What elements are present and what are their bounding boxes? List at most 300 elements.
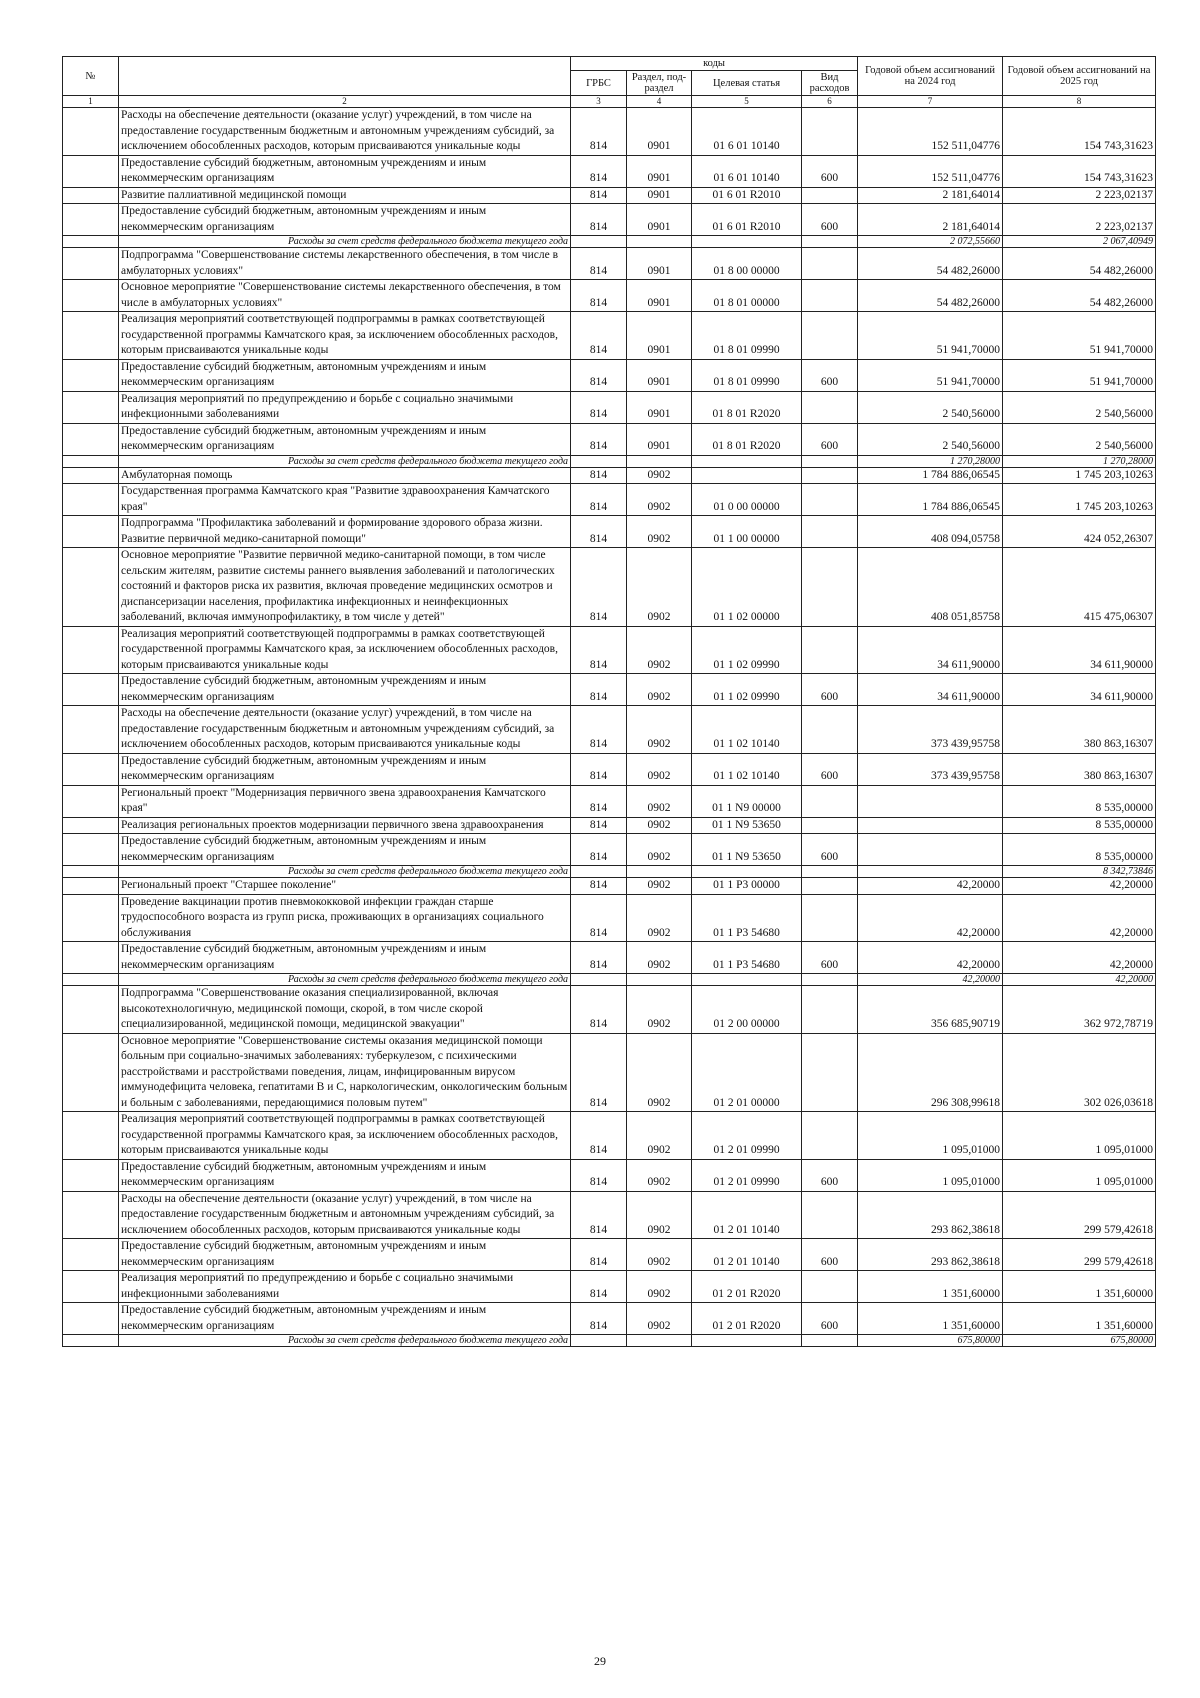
- cell-kind: [802, 548, 858, 627]
- cell-kind: 600: [802, 359, 858, 391]
- cell-2025: 2 540,56000: [1003, 391, 1156, 423]
- cell-num: [63, 455, 119, 467]
- cell-section: 0902: [627, 1033, 692, 1112]
- cell-target: 01 1 P3 00000: [692, 878, 802, 895]
- cell-kind: [802, 817, 858, 834]
- cell-target: [692, 467, 802, 484]
- cell-section: [627, 236, 692, 248]
- cell-grbs: 814: [571, 878, 627, 895]
- cell-kind: 600: [802, 204, 858, 236]
- cell-2024: 408 051,85758: [858, 548, 1003, 627]
- cell-name: Расходы за счет средств федерального бюджета текущего года: [119, 866, 571, 878]
- cell-2025: 675,80000: [1003, 1335, 1156, 1347]
- cell-section: 0902: [627, 1239, 692, 1271]
- table-row: [63, 204, 1156, 236]
- cell-section: 0901: [627, 108, 692, 156]
- cell-kind: 600: [802, 155, 858, 187]
- cell-grbs: 814: [571, 1159, 627, 1191]
- cell-num: [63, 1112, 119, 1160]
- cell-2025: 2 540,56000: [1003, 423, 1156, 455]
- cell-grbs: 814: [571, 248, 627, 280]
- cell-2025: 2 223,02137: [1003, 204, 1156, 236]
- cell-kind: 600: [802, 1159, 858, 1191]
- cell-num: [63, 155, 119, 187]
- cell-2025: 1 745 203,10263: [1003, 467, 1156, 484]
- cell-2024: 2 181,64014: [858, 187, 1003, 204]
- table-row: [63, 484, 1156, 516]
- cell-grbs: 814: [571, 986, 627, 1034]
- cell-grbs: 814: [571, 108, 627, 156]
- cell-name: Проведение вакцинации против пневмококковой инфекции граждан старше трудоспособного возраста из групп риска, проживающих в организациях социального обслуживания: [119, 894, 571, 942]
- cell-2024: 293 862,38618: [858, 1191, 1003, 1239]
- federal-budget-row: [63, 974, 1156, 986]
- cell-grbs: 814: [571, 391, 627, 423]
- cell-grbs: 814: [571, 1239, 627, 1271]
- table-row: [63, 1159, 1156, 1191]
- cell-section: 0901: [627, 312, 692, 360]
- cell-2025: 415 475,06307: [1003, 548, 1156, 627]
- cell-name: Предоставление субсидий бюджетным, автономным учреждениям и иным некоммерческим организациям: [119, 155, 571, 187]
- cell-target: 01 8 01 09990: [692, 359, 802, 391]
- cell-section: 0902: [627, 986, 692, 1034]
- table-row: [63, 894, 1156, 942]
- cell-2025: 154 743,31623: [1003, 108, 1156, 156]
- cell-2024: 1 784 886,06545: [858, 484, 1003, 516]
- cell-target: 01 6 01 10140: [692, 155, 802, 187]
- cell-kind: [802, 248, 858, 280]
- cell-num: [63, 1191, 119, 1239]
- cell-2024: [858, 834, 1003, 866]
- cell-name: Основное мероприятие "Развитие первичной медико-санитарной помощи, в том числе сельским жителям, развитие системы раннего выявления заболеваний и патологических состояний и факторов риска их развития, включая проведение медицинских осмотров и диспансеризации населения, профилактика инфекционных и неинфекционных заболеваний, включая иммунопрофилактику, в том числе у детей": [119, 548, 571, 627]
- header-2025: Годовой объем ассигнований на 2025 год: [1003, 57, 1156, 96]
- cell-name: Предоставление субсидий бюджетным, автономным учреждениям и иным некоммерческим организациям: [119, 1303, 571, 1335]
- cell-section: [627, 1335, 692, 1347]
- cell-num: [63, 753, 119, 785]
- cell-num: [63, 423, 119, 455]
- cell-target: 01 2 01 09990: [692, 1159, 802, 1191]
- table-row: [63, 155, 1156, 187]
- cell-2024: [858, 785, 1003, 817]
- cell-2024: 51 941,70000: [858, 312, 1003, 360]
- cell-2025: 1 095,01000: [1003, 1112, 1156, 1160]
- cell-target: 01 1 P3 54680: [692, 894, 802, 942]
- table-row: [63, 626, 1156, 674]
- cell-num: [63, 467, 119, 484]
- table-row: [63, 1112, 1156, 1160]
- cell-num: [63, 942, 119, 974]
- cell-2024: 54 482,26000: [858, 248, 1003, 280]
- cell-2024: 34 611,90000: [858, 674, 1003, 706]
- column-number: 5: [692, 96, 802, 108]
- cell-2025: 34 611,90000: [1003, 674, 1156, 706]
- column-number: 2: [119, 96, 571, 108]
- cell-target: [692, 1335, 802, 1347]
- cell-name: Предоставление субсидий бюджетным, автономным учреждениям и иным некоммерческим организациям: [119, 1159, 571, 1191]
- header-codes: коды: [571, 57, 858, 71]
- cell-section: 0902: [627, 548, 692, 627]
- column-number: 1: [63, 96, 119, 108]
- cell-2025: 154 743,31623: [1003, 155, 1156, 187]
- cell-grbs: 814: [571, 894, 627, 942]
- table-row: [63, 785, 1156, 817]
- cell-grbs: 814: [571, 1033, 627, 1112]
- cell-2025: 380 863,16307: [1003, 706, 1156, 754]
- cell-target: 01 1 02 10140: [692, 753, 802, 785]
- cell-num: [63, 626, 119, 674]
- cell-grbs: [571, 236, 627, 248]
- cell-num: [63, 359, 119, 391]
- cell-kind: [802, 108, 858, 156]
- cell-name: Подпрограмма "Совершенствование системы лекарственного обеспечения, в том числе в амбулаторных условиях": [119, 248, 571, 280]
- cell-section: 0902: [627, 753, 692, 785]
- cell-target: 01 8 01 R2020: [692, 423, 802, 455]
- cell-kind: [802, 1335, 858, 1347]
- cell-name: Расходы на обеспечение деятельности (оказание услуг) учреждений, в том числе на предоставление государственным бюджетным и автономным учреждениям субсидий, за исключением обособленных расходов, которым присваиваются уникальные коды: [119, 108, 571, 156]
- cell-grbs: 814: [571, 423, 627, 455]
- cell-num: [63, 236, 119, 248]
- cell-2024: 296 308,99618: [858, 1033, 1003, 1112]
- cell-target: 01 8 01 09990: [692, 312, 802, 360]
- cell-2025: 34 611,90000: [1003, 626, 1156, 674]
- cell-num: [63, 1033, 119, 1112]
- cell-target: 01 2 01 R2020: [692, 1271, 802, 1303]
- cell-2025: 1 351,60000: [1003, 1303, 1156, 1335]
- cell-2025: 1 270,28000: [1003, 455, 1156, 467]
- cell-2025: 362 972,78719: [1003, 986, 1156, 1034]
- cell-2024: 42,20000: [858, 894, 1003, 942]
- cell-2024: 2 540,56000: [858, 391, 1003, 423]
- cell-num: [63, 108, 119, 156]
- cell-num: [63, 204, 119, 236]
- cell-kind: [802, 878, 858, 895]
- cell-num: [63, 516, 119, 548]
- cell-target: 01 1 02 09990: [692, 626, 802, 674]
- cell-section: [627, 455, 692, 467]
- cell-2024: 54 482,26000: [858, 280, 1003, 312]
- cell-section: 0902: [627, 626, 692, 674]
- cell-target: 01 2 01 10140: [692, 1191, 802, 1239]
- cell-section: 0901: [627, 280, 692, 312]
- cell-2025: 299 579,42618: [1003, 1191, 1156, 1239]
- cell-name: Реализация региональных проектов модернизации первичного звена здравоохранения: [119, 817, 571, 834]
- table-row: [63, 706, 1156, 754]
- cell-2025: 8 342,73846: [1003, 866, 1156, 878]
- cell-section: 0901: [627, 155, 692, 187]
- cell-num: [63, 817, 119, 834]
- cell-kind: [802, 236, 858, 248]
- cell-target: 01 1 00 00000: [692, 516, 802, 548]
- cell-kind: [802, 974, 858, 986]
- cell-section: 0901: [627, 359, 692, 391]
- cell-grbs: 814: [571, 280, 627, 312]
- cell-2025: 299 579,42618: [1003, 1239, 1156, 1271]
- cell-name: Расходы за счет средств федерального бюджета текущего года: [119, 236, 571, 248]
- cell-num: [63, 1335, 119, 1347]
- budget-table: [62, 56, 1156, 1347]
- cell-target: 01 0 00 00000: [692, 484, 802, 516]
- cell-target: 01 1 N9 00000: [692, 785, 802, 817]
- cell-kind: [802, 312, 858, 360]
- cell-grbs: 814: [571, 626, 627, 674]
- cell-name: Предоставление субсидий бюджетным, автономным учреждениям и иным некоммерческим организациям: [119, 834, 571, 866]
- cell-section: 0902: [627, 1271, 692, 1303]
- cell-grbs: 814: [571, 753, 627, 785]
- table-row: [63, 423, 1156, 455]
- cell-kind: [802, 866, 858, 878]
- column-number: 4: [627, 96, 692, 108]
- cell-target: 01 2 00 00000: [692, 986, 802, 1034]
- cell-kind: [802, 1271, 858, 1303]
- cell-kind: [802, 986, 858, 1034]
- cell-kind: [802, 785, 858, 817]
- cell-section: 0901: [627, 204, 692, 236]
- cell-grbs: 814: [571, 817, 627, 834]
- table-row: [63, 753, 1156, 785]
- cell-section: 0902: [627, 674, 692, 706]
- column-number: 8: [1003, 96, 1156, 108]
- cell-name: Развитие паллиативной медицинской помощи: [119, 187, 571, 204]
- cell-section: [627, 974, 692, 986]
- cell-section: 0902: [627, 1191, 692, 1239]
- cell-section: 0902: [627, 516, 692, 548]
- cell-2024: 2 072,55660: [858, 236, 1003, 248]
- cell-2025: 42,20000: [1003, 942, 1156, 974]
- cell-2025: 424 052,26307: [1003, 516, 1156, 548]
- cell-name: Предоставление субсидий бюджетным, автономным учреждениям и иным некоммерческим организациям: [119, 359, 571, 391]
- table-row: [63, 878, 1156, 895]
- cell-grbs: 814: [571, 312, 627, 360]
- cell-kind: [802, 280, 858, 312]
- header-target: Целевая статья: [692, 71, 802, 96]
- cell-section: 0902: [627, 1159, 692, 1191]
- cell-grbs: 814: [571, 155, 627, 187]
- table-row: [63, 467, 1156, 484]
- table-row: [63, 942, 1156, 974]
- cell-2024: 152 511,04776: [858, 155, 1003, 187]
- header-num: №: [63, 57, 119, 96]
- cell-target: 01 8 01 R2020: [692, 391, 802, 423]
- cell-grbs: 814: [571, 516, 627, 548]
- cell-name: Региональный проект "Старшее поколение": [119, 878, 571, 895]
- cell-grbs: [571, 866, 627, 878]
- cell-2024: 293 862,38618: [858, 1239, 1003, 1271]
- table-row: [63, 986, 1156, 1034]
- cell-section: 0902: [627, 484, 692, 516]
- cell-grbs: 814: [571, 942, 627, 974]
- cell-2024: 1 270,28000: [858, 455, 1003, 467]
- cell-grbs: 814: [571, 484, 627, 516]
- cell-num: [63, 834, 119, 866]
- cell-grbs: 814: [571, 467, 627, 484]
- cell-kind: 600: [802, 423, 858, 455]
- cell-name: Реализация мероприятий соответствующей подпрограммы в рамках соответствующей государственной программы Камчатского края, за исключением обособленных расходов, которым присваиваются уникальные коды: [119, 312, 571, 360]
- cell-2025: 42,20000: [1003, 974, 1156, 986]
- cell-section: 0901: [627, 391, 692, 423]
- cell-target: [692, 974, 802, 986]
- cell-section: 0902: [627, 817, 692, 834]
- cell-2024: 42,20000: [858, 974, 1003, 986]
- cell-2024: 1 351,60000: [858, 1303, 1003, 1335]
- cell-name: Основное мероприятие "Совершенствование системы оказания медицинской помощи больным при социально-значимых заболеваниях: туберкулезом, с психическими расстройствами и расстройствами поведения, лицам, инфицированным вирусом иммунодефицита человека, гепатитами В и С, наркологическим, онкологическим больным и больным с заболеваниями, передающимися половым путем": [119, 1033, 571, 1112]
- cell-section: 0901: [627, 248, 692, 280]
- cell-kind: [802, 484, 858, 516]
- cell-grbs: 814: [571, 204, 627, 236]
- cell-name: Реализация мероприятий по предупреждению и борьбе с социально значимыми инфекционными заболеваниями: [119, 1271, 571, 1303]
- table-row: [63, 359, 1156, 391]
- cell-num: [63, 974, 119, 986]
- table-row: [63, 1239, 1156, 1271]
- cell-2025: 8 535,00000: [1003, 817, 1156, 834]
- cell-kind: [802, 516, 858, 548]
- cell-2024: 356 685,90719: [858, 986, 1003, 1034]
- cell-kind: 600: [802, 942, 858, 974]
- cell-2024: 373 439,95758: [858, 753, 1003, 785]
- table-row: [63, 1271, 1156, 1303]
- cell-num: [63, 187, 119, 204]
- table-row: [63, 1033, 1156, 1112]
- federal-budget-row: [63, 866, 1156, 878]
- cell-2024: 42,20000: [858, 942, 1003, 974]
- cell-target: 01 1 02 00000: [692, 548, 802, 627]
- cell-2025: 8 535,00000: [1003, 785, 1156, 817]
- cell-2024: 675,80000: [858, 1335, 1003, 1347]
- cell-num: [63, 280, 119, 312]
- header-grbs: ГРБС: [571, 71, 627, 96]
- cell-2024: 51 941,70000: [858, 359, 1003, 391]
- cell-name: Реализация мероприятий по предупреждению и борьбе с социально значимыми инфекционными заболеваниями: [119, 391, 571, 423]
- cell-2025: 42,20000: [1003, 894, 1156, 942]
- cell-num: [63, 674, 119, 706]
- cell-kind: [802, 1191, 858, 1239]
- cell-grbs: [571, 1335, 627, 1347]
- federal-budget-row: [63, 455, 1156, 467]
- cell-target: 01 6 01 R2010: [692, 187, 802, 204]
- cell-name: Государственная программа Камчатского края "Развитие здравоохранения Камчатского края": [119, 484, 571, 516]
- cell-num: [63, 484, 119, 516]
- cell-kind: [802, 894, 858, 942]
- cell-grbs: 814: [571, 1271, 627, 1303]
- cell-kind: 600: [802, 834, 858, 866]
- cell-target: 01 2 01 00000: [692, 1033, 802, 1112]
- header-section: Раздел, под-раздел: [627, 71, 692, 96]
- cell-name: Предоставление субсидий бюджетным, автономным учреждениям и иным некоммерческим организациям: [119, 942, 571, 974]
- cell-num: [63, 785, 119, 817]
- cell-target: [692, 455, 802, 467]
- cell-section: 0902: [627, 1112, 692, 1160]
- table-row: [63, 817, 1156, 834]
- cell-2024: 1 784 886,06545: [858, 467, 1003, 484]
- cell-2025: 1 095,01000: [1003, 1159, 1156, 1191]
- cell-name: Расходы за счет средств федерального бюджета текущего года: [119, 1335, 571, 1347]
- cell-num: [63, 1303, 119, 1335]
- cell-kind: [802, 706, 858, 754]
- cell-name: Подпрограмма "Совершенствование оказания специализированной, включая высокотехнологичную, медицинской помощи, скорой, в том числе скорой специализированной, медицинской помощи, медицинской эвакуации": [119, 986, 571, 1034]
- cell-grbs: 814: [571, 674, 627, 706]
- cell-num: [63, 1159, 119, 1191]
- cell-2025: 380 863,16307: [1003, 753, 1156, 785]
- cell-2024: 1 351,60000: [858, 1271, 1003, 1303]
- cell-num: [63, 391, 119, 423]
- column-numbers-row: [63, 96, 1156, 108]
- cell-target: 01 1 N9 53650: [692, 834, 802, 866]
- cell-2025: 2 067,40949: [1003, 236, 1156, 248]
- table-row: [63, 248, 1156, 280]
- cell-grbs: 814: [571, 1303, 627, 1335]
- cell-target: 01 6 01 10140: [692, 108, 802, 156]
- cell-2024: [858, 866, 1003, 878]
- cell-section: 0901: [627, 187, 692, 204]
- cell-2025: 54 482,26000: [1003, 248, 1156, 280]
- cell-name: Основное мероприятие "Совершенствование системы лекарственного обеспечения, в том числе в амбулаторных условиях": [119, 280, 571, 312]
- cell-target: 01 2 01 R2020: [692, 1303, 802, 1335]
- cell-name: Расходы за счет средств федерального бюджета текущего года: [119, 455, 571, 467]
- cell-section: 0901: [627, 423, 692, 455]
- column-number: 6: [802, 96, 858, 108]
- cell-target: 01 6 01 R2010: [692, 204, 802, 236]
- cell-num: [63, 248, 119, 280]
- table-row: [63, 312, 1156, 360]
- cell-name: Подпрограмма "Профилактика заболеваний и формирование здорового образа жизни. Развитие первичной медико-санитарной помощи": [119, 516, 571, 548]
- cell-target: 01 8 01 00000: [692, 280, 802, 312]
- cell-2025: 42,20000: [1003, 878, 1156, 895]
- cell-num: [63, 1239, 119, 1271]
- table-row: [63, 834, 1156, 866]
- header-kind: Вид расходов: [802, 71, 858, 96]
- cell-section: 0902: [627, 942, 692, 974]
- cell-kind: [802, 1112, 858, 1160]
- cell-target: 01 1 P3 54680: [692, 942, 802, 974]
- cell-name: Предоставление субсидий бюджетным, автономным учреждениям и иным некоммерческим организациям: [119, 204, 571, 236]
- header-name: [119, 57, 571, 96]
- cell-2024: 34 611,90000: [858, 626, 1003, 674]
- cell-kind: [802, 455, 858, 467]
- cell-2024: 1 095,01000: [858, 1159, 1003, 1191]
- cell-target: 01 1 02 10140: [692, 706, 802, 754]
- cell-name: Расходы на обеспечение деятельности (оказание услуг) учреждений, в том числе на предоставление государственным бюджетным и автономным учреждениям субсидий, за исключением обособленных расходов, которым присваиваются уникальные коды: [119, 1191, 571, 1239]
- cell-num: [63, 866, 119, 878]
- cell-name: Расходы на обеспечение деятельности (оказание услуг) учреждений, в том числе на предоставление государственным бюджетным и автономным учреждениям субсидий, за исключением обособленных расходов, которым присваиваются уникальные коды: [119, 706, 571, 754]
- cell-section: 0902: [627, 894, 692, 942]
- cell-2025: 1 745 203,10263: [1003, 484, 1156, 516]
- cell-2024: 2 540,56000: [858, 423, 1003, 455]
- cell-num: [63, 878, 119, 895]
- cell-2024: 373 439,95758: [858, 706, 1003, 754]
- cell-grbs: 814: [571, 548, 627, 627]
- table-body: [63, 108, 1156, 1347]
- cell-2024: 42,20000: [858, 878, 1003, 895]
- cell-2024: 1 095,01000: [858, 1112, 1003, 1160]
- cell-name: Предоставление субсидий бюджетным, автономным учреждениям и иным некоммерческим организациям: [119, 423, 571, 455]
- cell-section: 0902: [627, 706, 692, 754]
- cell-name: Предоставление субсидий бюджетным, автономным учреждениям и иным некоммерческим организациям: [119, 674, 571, 706]
- table-row: [63, 516, 1156, 548]
- cell-kind: [802, 1033, 858, 1112]
- cell-kind: [802, 187, 858, 204]
- cell-target: [692, 236, 802, 248]
- table-row: [63, 391, 1156, 423]
- cell-kind: 600: [802, 753, 858, 785]
- budget-table-sheet: [62, 56, 1155, 1347]
- table-row: [63, 108, 1156, 156]
- cell-num: [63, 986, 119, 1034]
- table-row: [63, 1191, 1156, 1239]
- cell-2025: 302 026,03618: [1003, 1033, 1156, 1112]
- cell-2025: 51 941,70000: [1003, 359, 1156, 391]
- cell-grbs: 814: [571, 1191, 627, 1239]
- cell-2025: 1 351,60000: [1003, 1271, 1156, 1303]
- cell-grbs: 814: [571, 1112, 627, 1160]
- cell-grbs: 814: [571, 834, 627, 866]
